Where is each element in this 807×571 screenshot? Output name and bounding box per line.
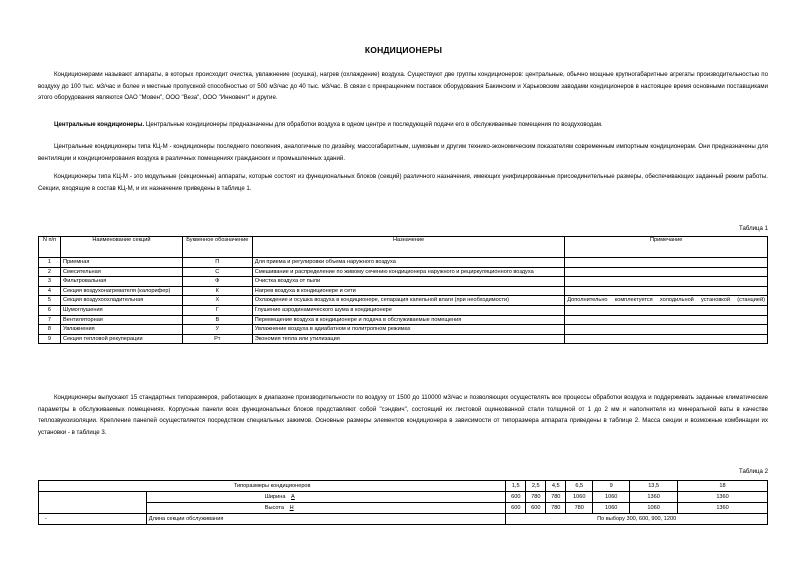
- paragraph-intro: Кондиционерами называют аппараты, в которых происходит очистка, увлажнение (осушка), нагрев (охлаждение) воздуха. Существуют две группы кондиционеров: центральные, обычно мощные крупногабаритные агрегаты производительностью по воздуху до 100 тыс. м3/час и более и местные пропускной способностью от 500 м3/час до 40 тыс. м3/час. В связи с прекращением поставок оборудования Бакинским и Харьковским заводами кондиционеров в настоящее время основными поставщиками этого оборудования являются ОАО "Мовен", ООО "Веза", ООО "Инновент" и другие.: [38, 71, 768, 101]
- table-header-row: [39, 237, 768, 258]
- table-row: [39, 286, 768, 296]
- table-header-cell: 4,5: [546, 481, 566, 492]
- table-cell: [565, 258, 768, 268]
- table-cell: По выбору 300, 600, 900, 1200: [506, 514, 768, 525]
- table-cell: [565, 286, 768, 296]
- table-cell: 1360: [678, 492, 768, 503]
- table-cell: Вентиляторная: [60, 315, 182, 325]
- table-header-cell: Примечание: [565, 237, 768, 258]
- table-header-cell: 9: [593, 481, 630, 492]
- table-cell: Смесительная: [60, 267, 182, 277]
- table-row: [39, 267, 768, 277]
- table-cell: 1060: [593, 492, 630, 503]
- table-cell: Рт: [182, 334, 252, 344]
- table-row: [39, 296, 768, 306]
- table-cell: [565, 334, 768, 344]
- table-header-cell: N п/п: [39, 237, 61, 258]
- table-header-row: [39, 481, 768, 492]
- table-cell: 1360: [630, 492, 678, 503]
- table-cell: Перемещение воздуха в кондиционере и подача в обслуживаемые помещения: [252, 315, 565, 325]
- table-header-cell: 6,5: [566, 481, 593, 492]
- table-cell: 600: [526, 503, 546, 514]
- table-header-cell: 2,5: [526, 481, 546, 492]
- table-cell: 8: [39, 325, 61, 335]
- table-cell: 5: [39, 296, 61, 306]
- table-row: [39, 325, 768, 335]
- table-cell: 780: [566, 503, 593, 514]
- table-row: [39, 334, 768, 344]
- page-title: КОНДИЦИОНЕРЫ: [364, 45, 443, 55]
- table-cell: Глушение аэродинамического шума в кондиционере: [252, 305, 565, 315]
- table-cell: 1060: [593, 503, 630, 514]
- table-cell: 3: [39, 277, 61, 287]
- table-cell: Охлаждение и осушка воздуха в кондиционере, сепарация капельной влаги (при необходимости): [252, 296, 565, 306]
- table-cell: 4: [39, 286, 61, 296]
- table-cell: 600: [506, 503, 526, 514]
- table-cell: Х: [182, 296, 252, 306]
- table-cell: Шумоглушения: [60, 305, 182, 315]
- table-header-cell: Буквенное обозначение: [182, 237, 252, 258]
- table-cell: 1060: [630, 503, 678, 514]
- table-cell: Очистка воздуха от пыли: [252, 277, 565, 287]
- dimensions-table: [38, 480, 768, 525]
- row-label: Высота: [264, 505, 284, 511]
- table-cell: С: [182, 267, 252, 277]
- table-cell: Секция воздухоохладительная: [60, 296, 182, 306]
- row-label: Ширина: [264, 494, 286, 500]
- table-header-cell: 13,5: [630, 481, 678, 492]
- table-cell: В: [182, 315, 252, 325]
- table-cell: 600: [506, 492, 526, 503]
- paragraph-central-text: Центральные кондиционеры предназначены для обработки воздуха в одном центре и последующей подачи его в обслуживаемые помещения по воздуховодам.: [144, 121, 603, 128]
- paragraph-modular: Кондиционеры типа КЦ-М - это модульные (секционные) аппараты, которые состоят из функциональных блоков (секций) различного назначения, имеющих унифицированные присоединительные размеры, обеспечивающих заданный режим работы. Секции, входящие в состав КЦ-М, и их назначение приведены в таблице 1.: [38, 173, 768, 192]
- table-cell: -: [39, 514, 147, 525]
- table-header-cell: 18: [678, 481, 768, 492]
- table-cell: Секция тепловой рекуперации: [60, 334, 182, 344]
- table-header-cell: Наименование секций: [60, 237, 182, 258]
- table-cell: 780: [546, 492, 566, 503]
- table-cell: Фильтровальная: [60, 277, 182, 287]
- table-cell: 780: [526, 492, 546, 503]
- table-cell: У: [182, 325, 252, 335]
- table-cell-empty: [39, 492, 147, 503]
- table-row: [39, 277, 768, 287]
- table-cell: 1060: [566, 492, 593, 503]
- table2-caption: Таблица 2: [739, 468, 768, 475]
- paragraph-sizes: Кондиционеры выпускают 15 стандартных типоразмеров, работающих в диапазоне производительности по воздуху от 1500 до 110000 м3/час и позволяющих осуществлять все процессы обработки воздуха и поддерживать заданные климатические параметры в обслуживаемых помещениях. Корпусные панели всех функциональных блоков представляют собой "сэндвич", состоящий их листовой оцинкованной стали толщиной от 1 до 2 мм и наполнителя из минеральной ваты в качестве теплозвукоизоляции. Крепление панелей осуществляется посредством специальных зажимов. Основные размеры элементов кондиционера в зависимости от типоразмера аппарата приведены в таблице 2. Масса секции и возможные комбинации их установки - в таблице 3.: [38, 394, 768, 436]
- sections-table: [38, 236, 768, 344]
- table-cell: 1: [39, 258, 61, 268]
- paragraph-kcm: Центральные кондиционеры типа КЦ-М - кондиционеры последнего поколения, аналогичные по дизайну, массогабаритным, шумовым и другим технико-экономическим показателям современным импортным кондиционерам. Они предназначены для вентиляции и кондиционирования воздуха в различных помещениях гражданских и промышленных зданий.: [38, 143, 768, 162]
- table-cell: Для приема и регулировки объема наружного воздуха: [252, 258, 565, 268]
- table-cell: Приемная: [60, 258, 182, 268]
- table-cell: [565, 277, 768, 287]
- table1-caption: Таблица 1: [739, 225, 768, 232]
- table-cell: 2: [39, 267, 61, 277]
- table-header-cell: Типоразмеры кондиционеров: [39, 481, 506, 492]
- table-cell: Длина секции обслуживания: [146, 514, 506, 525]
- table-cell: Увлажнения: [60, 325, 182, 335]
- table-row: [39, 514, 768, 525]
- table-cell: Ф: [182, 277, 252, 287]
- table-cell: Нагрев воздуха в кондиционере и сети: [252, 286, 565, 296]
- table-cell: Экономия тепла или утилизация: [252, 334, 565, 344]
- table-cell: [565, 305, 768, 315]
- table-cell: 6: [39, 305, 61, 315]
- table-cell: 1360: [678, 503, 768, 514]
- row-mark: Н: [289, 505, 294, 511]
- table-row: [39, 492, 768, 503]
- table-row: [39, 315, 768, 325]
- paragraph-central-heading: Центральные кондиционеры.: [54, 121, 145, 128]
- row-mark: А: [291, 494, 295, 500]
- table-cell: [565, 267, 768, 277]
- table-row: [39, 305, 768, 315]
- table-row: [39, 503, 768, 514]
- table-cell: К: [182, 286, 252, 296]
- table-cell: [146, 492, 506, 503]
- table-cell: [146, 503, 506, 514]
- table-header-cell: 1,5: [506, 481, 526, 492]
- table-cell: Смешивание и распределение по живому сечению кондиционера наружного и рециркуляционного воздуха: [252, 267, 565, 277]
- table-cell-empty: [39, 503, 147, 514]
- table-header-cell: Назначение: [252, 237, 565, 258]
- paragraph-central: [38, 119, 768, 131]
- table-cell: Дополнительно комплектуется холодильной установкой (станцией): [565, 296, 768, 306]
- table-cell: [565, 325, 768, 335]
- table-cell: [565, 315, 768, 325]
- table-cell: Секция воздухонагревателя (калорифер): [60, 286, 182, 296]
- table-cell: Увлажнение воздуха в адиабатном и политропном режимах: [252, 325, 565, 335]
- table-row: [39, 258, 768, 268]
- table-cell: 9: [39, 334, 61, 344]
- table-cell: 780: [546, 503, 566, 514]
- table-cell: П: [182, 258, 252, 268]
- table-cell: 7: [39, 315, 61, 325]
- table-cell: Г: [182, 305, 252, 315]
